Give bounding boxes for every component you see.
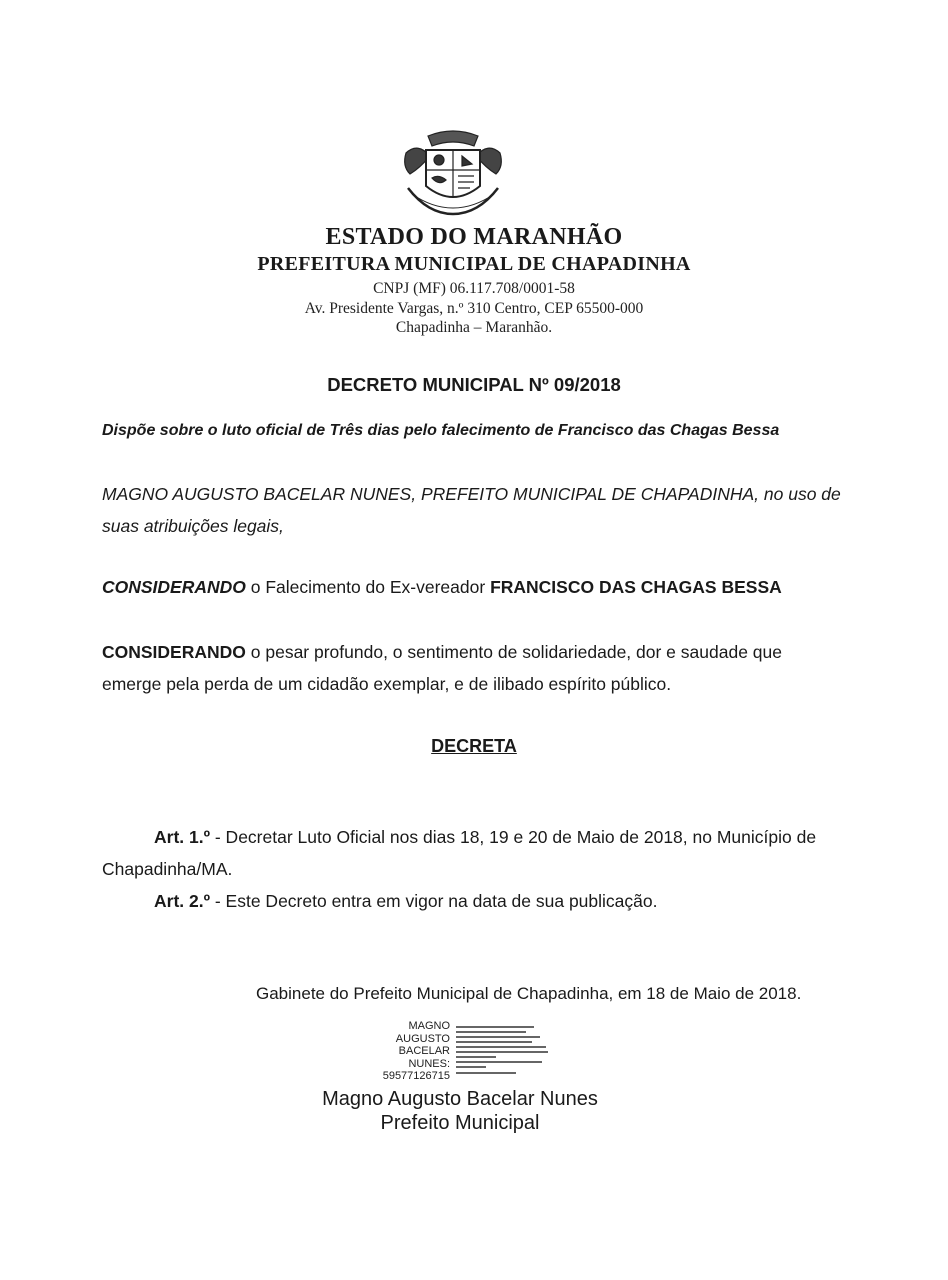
- header-prefeitura: PREFEITURA MUNICIPAL DE CHAPADINHA: [257, 253, 691, 275]
- digital-signature-details: [456, 1024, 560, 1082]
- considerando-1-name: FRANCISCO DAS CHAGAS BESSA: [490, 577, 782, 597]
- considerando-2-text: o pesar profundo, o sentimento de solidariedade, dor e saudade que emerge pela perda de um cidadão exemplar, e de ilibado espírito público.: [102, 642, 782, 694]
- considerando-1: [102, 571, 842, 603]
- sig-line: AUGUSTO: [395, 1032, 450, 1045]
- article-2-text: - Este Decreto entra em vigor na data de sua publicação.: [210, 891, 658, 911]
- decreta-heading: DECRETA: [431, 736, 517, 756]
- sig-line: 59577126715: [382, 1070, 450, 1082]
- digital-signature-name: [378, 1020, 450, 1083]
- header-address: Av. Presidente Vargas, n.º 310 Centro, CEP 65500-000: [304, 300, 644, 317]
- header-cnpj: CNPJ (MF) 06.117.708/0001-58: [373, 280, 575, 297]
- considerando-1-label: CONSIDERANDO: [102, 577, 246, 597]
- signer-role: Prefeito Municipal: [380, 1112, 540, 1134]
- municipal-coat-of-arms: [398, 128, 508, 218]
- considerando-2-label: CONSIDERANDO: [102, 642, 246, 662]
- article-1-text: - Decretar Luto Oficial nos dias 18, 19 e 20 de Maio de 2018, no Município de Chapadinha/MA.: [102, 827, 817, 879]
- article-2: [102, 885, 852, 917]
- sig-line: MAGNO: [408, 1020, 450, 1032]
- sig-line: NUNES:: [408, 1057, 450, 1070]
- article-2-label: Art. 2.º: [154, 891, 210, 911]
- article-1-label: Art. 1.º: [154, 827, 210, 847]
- signer-name: Magno Augusto Bacelar Nunes: [322, 1088, 598, 1110]
- decree-title: DECRETO MUNICIPAL Nº 09/2018: [327, 374, 621, 395]
- header-state: ESTADO DO MARANHÃO: [325, 224, 623, 250]
- decree-subject: Dispõe sobre o luto oficial de Três dias pelo falecimento de Francisco das Chagas Bessa: [102, 422, 780, 439]
- considerando-1-text: o Falecimento do Ex-vereador: [245, 577, 491, 597]
- considerando-2: [102, 636, 842, 700]
- article-1: [102, 821, 852, 885]
- header-city: Chapadinha – Maranhão.: [395, 319, 553, 336]
- decree-preamble: MAGNO AUGUSTO BACELAR NUNES, PREFEITO MUNICIPAL DE CHAPADINHA, no uso de suas atribuições legais,: [102, 484, 841, 536]
- place-and-date: Gabinete do Prefeito Municipal de Chapadinha, em 18 de Maio de 2018.: [256, 984, 802, 1003]
- sig-line: BACELAR: [398, 1045, 450, 1057]
